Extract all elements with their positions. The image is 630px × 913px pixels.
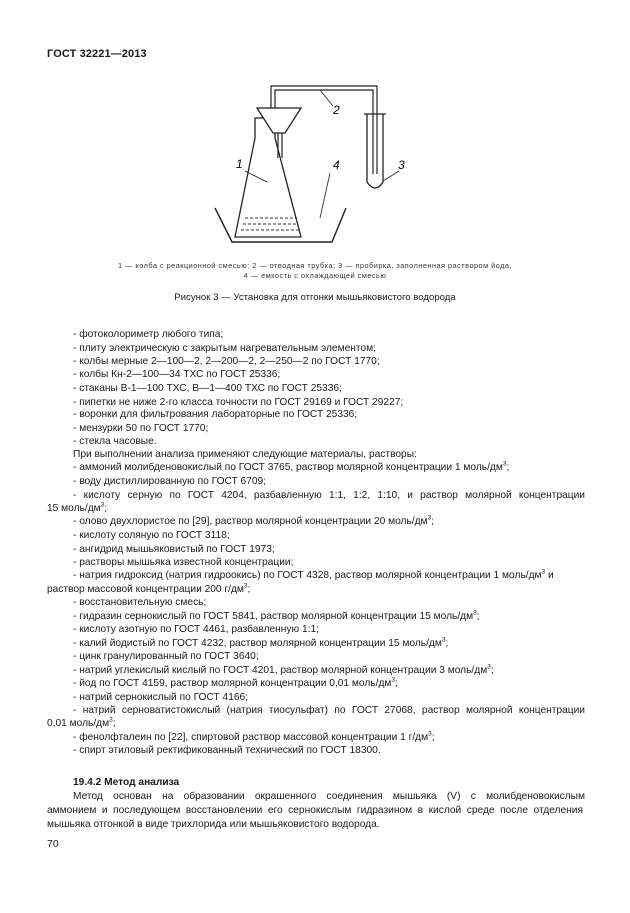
list-item: - плиту электрическую с закрытым нагревательным элементом;	[73, 343, 376, 354]
paragraph: При выполнении анализа применяют следующие материалы, растворы:	[73, 449, 417, 460]
list-item: - кислоту соляную по ГОСТ 3118;	[73, 530, 230, 541]
list-item: - мензурки 50 по ГОСТ 1770;	[73, 423, 209, 434]
distillation-apparatus-figure	[205, 78, 405, 253]
list-item: - натрий серноватистокислый (натрия тиосульфат) по ГОСТ 27068, раствор молярной концентрации	[73, 705, 585, 716]
document-code: ГОСТ 32221—2013	[47, 48, 147, 60]
list-item: - растворы мышьяка известной концентрации;	[73, 557, 294, 568]
section-title: 19.4.2 Метод анализа	[73, 777, 180, 788]
list-item: - фенолфталеин по [22], спиртовой раствор массовой концентрации 1 $г/дм^3$;	[73, 730, 435, 743]
list-item: - цинк гранулированный по ГОСТ 3640;	[73, 651, 259, 662]
list-item-continuation: 0,01 моль/$дм^3$;	[47, 716, 116, 729]
list-item: - ангидрид мышьяковистый по ГОСТ 1973;	[73, 544, 275, 555]
list-item: - калий йодистый по ГОСТ 4232, раствор молярной концентрации 15 моль/$дм^3$;	[73, 636, 449, 649]
list-item: - олово двухлористое по [29], раствор молярной концентрации 20 моль/$дм^3$;	[73, 514, 435, 527]
paragraph-line: аммонием и последующем восстановлении его сернокислым гидразином в кислой среде после отделения	[47, 805, 583, 816]
list-item: - колбы мерные 2—100—2, 2—200—2, 2—250—2 по ГОСТ 1770;	[73, 356, 380, 367]
list-item-continuation: раствор массовой концентрации 200 $г/дм^3$;	[47, 582, 251, 595]
figure-label-3: 3	[398, 158, 405, 172]
list-item: - колбы Кн-2—100—34 ТХС по ГОСТ 25336;	[73, 369, 281, 380]
figure-label-4: 4	[333, 158, 340, 172]
list-item: - кислоту азотную по ГОСТ 4461, разбавленную 1:1;	[73, 624, 319, 635]
list-item: - воронки для фильтрования лабораторные по ГОСТ 25336;	[73, 409, 358, 420]
list-item: - аммоний молибденовокислый по ГОСТ 3765, раствор молярной концентрации 1 моль/$дм^3$;	[73, 460, 510, 473]
list-item: - стаканы В-1—100 ТХС, В—1—400 ТХС по ГОСТ 25336;	[73, 383, 342, 394]
list-item: - натрия гидроксид (натрия гидроокись) по ГОСТ 4328, раствор молярной концентрации 1 моль/$дм^3$ и	[73, 568, 554, 581]
list-item: - фотоколориметр любого типа;	[73, 329, 224, 340]
list-item: - воду дистиллированную по ГОСТ 6709;	[73, 476, 267, 487]
paragraph-line: Метод основан на образовании окрашенного соединения мышьяка (V) с молибденовокислым	[73, 791, 585, 802]
page-number: 70	[47, 838, 59, 850]
figure-legend-line-1: 1 — колба с реакционной смесью; 2 — отводная трубка; 3 — пробирка, заполненная раствором йода,	[118, 261, 512, 270]
list-item: - кислоту серную по ГОСТ 4204, разбавленную 1:1, 1:2, 1:10, и раствор молярной концентрации	[73, 490, 585, 501]
test-tube	[367, 114, 383, 188]
list-item: - восстановительную смесь;	[73, 597, 207, 608]
list-item: - гидразин сернокислый по ГОСТ 5841, раствор молярной концентрации 15 моль/$дм^3$;	[73, 609, 480, 622]
list-item: - натрий сернокислый по ГОСТ 4166;	[73, 692, 249, 703]
figure-label-2: 2	[333, 103, 340, 117]
list-item-continuation: 15 моль/$дм^3$;	[47, 501, 108, 514]
list-item: - пипетки не ниже 2-го класса точности по ГОСТ 29169 и ГОСТ 29227;	[73, 397, 404, 408]
list-item: - стекла часовые.	[73, 436, 157, 447]
list-item: - йод по ГОСТ 4159, раствор молярной концентрации 0,01 моль/$дм^3$;	[73, 676, 398, 689]
list-item: - натрий углекислый кислый по ГОСТ 4201, раствор молярной концентрации 3 моль/$дм^3$;	[73, 663, 494, 676]
figure-legend-line-2: 4 — емкость с охлаждающей смесью	[243, 271, 387, 280]
reaction-flask	[235, 118, 301, 237]
list-item: - спирт этиловый ректификованный технический по ГОСТ 18300.	[73, 745, 381, 756]
figure-caption: Рисунок 3 — Установка для отгонки мышьяковистого водорода	[174, 292, 456, 303]
figure-label-1: 1	[236, 157, 243, 171]
paragraph-line: мышьяка отгонкой в виде трихлорида или мышьяковистого водорода.	[47, 819, 380, 830]
